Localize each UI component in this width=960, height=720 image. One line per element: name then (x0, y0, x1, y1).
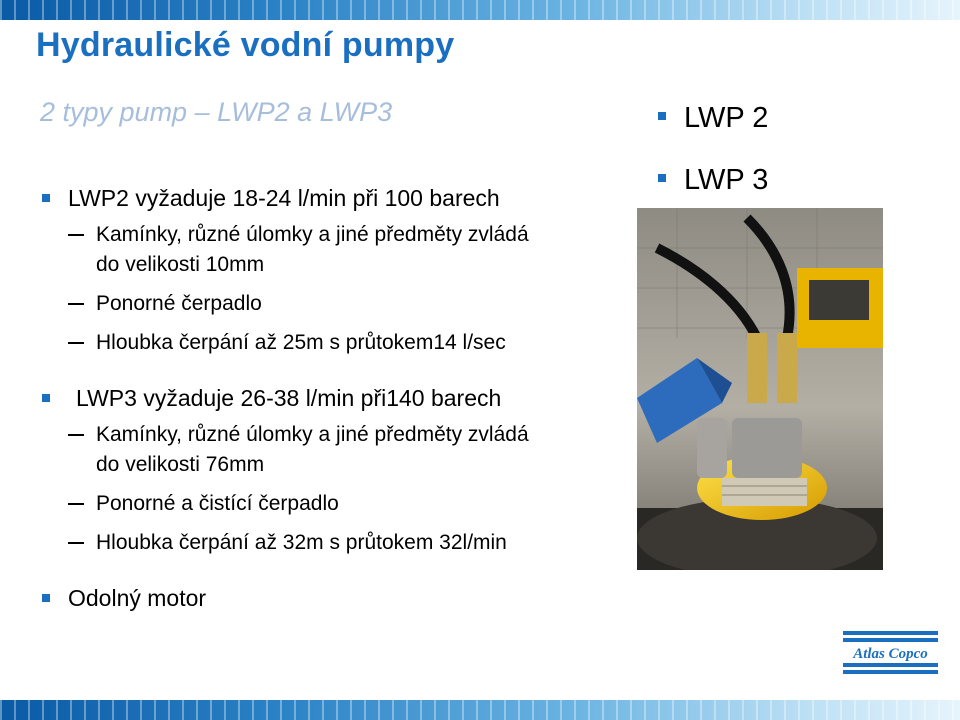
side-list-item-lwp2: LWP 2 (684, 102, 769, 134)
lwp2-point-1-line-2: do velikosti 10mm (96, 253, 265, 276)
motor-point: Odolný motor (68, 585, 207, 611)
lwp3-heading: LWP3 vyžaduje 26-38 l/min při140 barech (76, 385, 502, 411)
lwp3-point-1-line-2: do velikosti 76mm (96, 453, 265, 476)
dash-bullet (68, 503, 84, 505)
lwp3-point-1-line-1: Kamínky, různé úlomky a jiné předměty zvládá (96, 423, 529, 446)
lwp2-point-1-line-1: Kamínky, různé úlomky a jiné předměty zvládá (96, 223, 529, 246)
side-list-item-lwp3: LWP 3 (684, 164, 769, 196)
slide-subtitle: 2 typy pump – LWP2 a LWP3 (40, 97, 393, 127)
slide-title: Hydraulické vodní pumpy (36, 26, 455, 64)
lwp2-point-3: Hloubka čerpání až 25m s průtokem14 l/sec (96, 331, 506, 354)
dash-bullet (68, 434, 84, 436)
lwp3-point-2: Ponorné a čistící čerpadlo (96, 492, 339, 515)
bullet-square-icon (42, 194, 50, 202)
dash-bullet (68, 542, 84, 544)
top-decorative-band (0, 0, 960, 20)
lwp2-heading: LWP2 vyžaduje 18-24 l/min při 100 barech (68, 185, 500, 211)
dash-bullet (68, 234, 84, 236)
pump-photo (637, 208, 883, 570)
lwp3-point-3: Hloubka čerpání až 32m s průtokem 32l/min (96, 531, 507, 554)
bullet-square-icon (42, 594, 50, 602)
dash-bullet (68, 303, 84, 305)
bullet-square-icon (658, 112, 666, 120)
svg-text:Atlas Copco: Atlas Copco (853, 646, 928, 662)
dash-bullet (68, 342, 84, 344)
bottom-decorative-band (0, 700, 960, 720)
bullet-square-icon (658, 174, 666, 182)
lwp2-point-2: Ponorné čerpadlo (96, 292, 262, 315)
atlas-copco-logo (843, 629, 938, 675)
bullet-square-icon (42, 394, 50, 402)
